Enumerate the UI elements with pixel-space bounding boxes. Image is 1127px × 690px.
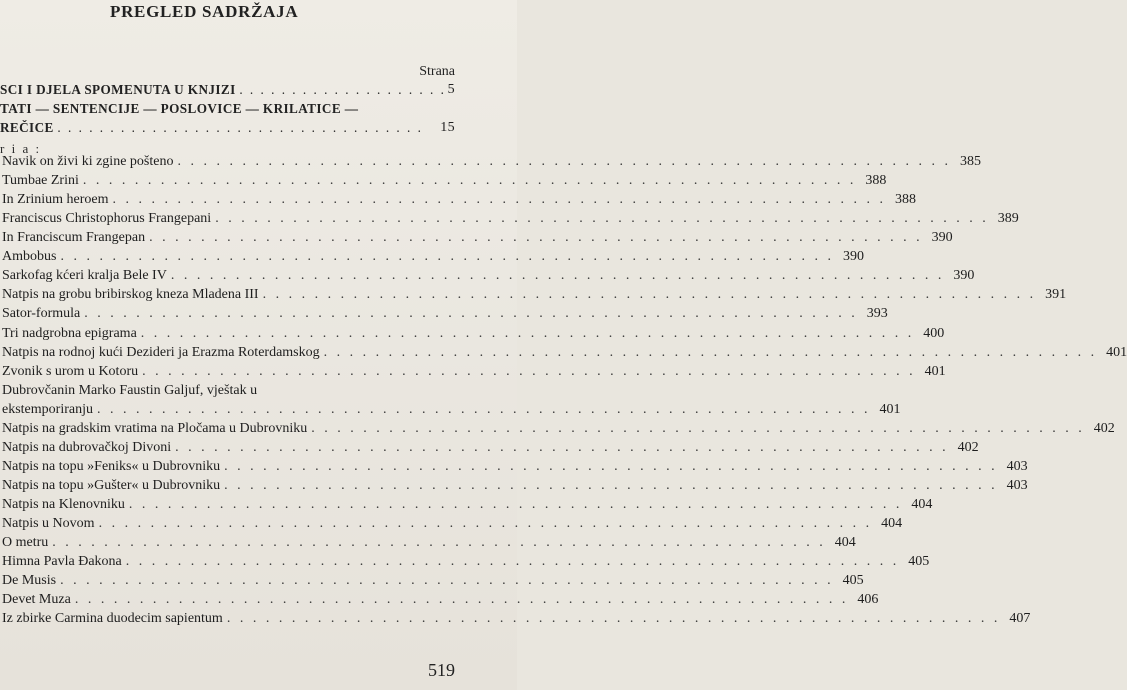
toc-entry-page: 403 <box>1006 458 1028 474</box>
toc-entry-title: Natpis na dubrovačkoj Divoni <box>2 439 172 455</box>
toc-entry-title: Navik on živi ki zgine pošteno <box>2 154 174 169</box>
toc-entry-title: O metru <box>2 535 49 550</box>
toc-entry <box>2 493 933 513</box>
dot-leader: . . . . . . . . . . . . . . . . . . . . . . . . . . . . . . . . . . . . . . . . . . . . . . . . . . . . . . . . . . . . <box>170 268 945 284</box>
dot-leader: . . . . . . . . . . . . . . . . . . . . . . . . . . . . . . . . . . . . . . . . . . . . . . . . . . . . . . . . . . . . <box>262 287 1037 303</box>
toc-entry-title: Natpis na Klenovniku <box>2 496 125 512</box>
toc-entry-title: Natpis na topu »Gušter« u Dubrovniku <box>2 477 221 493</box>
toc-entry <box>2 455 1028 475</box>
toc-entry-page: 388 <box>865 173 887 189</box>
toc-entry-page: 405 <box>908 554 930 569</box>
dot-leader: . . . . . . . . . . . . . . . . . . . . . . . . . . . . . . . . . . . . . . . . . . . . . . . . . . . . . . . . . . . . <box>52 535 826 550</box>
toc-entry-title: ekstemporiranju <box>2 401 93 417</box>
toc-entry-page: 401 <box>924 363 946 379</box>
toc-entry-title: Zvonik s urom u Kotoru <box>2 363 139 379</box>
toc-entry-page: 402 <box>1093 420 1115 436</box>
toc-entry-page: 390 <box>931 230 953 246</box>
toc-top-entry-text: SCI I DJELA SPOMENUTA U KNJIZI <box>0 82 236 97</box>
toc-entry <box>2 531 856 551</box>
toc-entry <box>2 188 917 208</box>
toc-entry-title: Dubrovčanin Marko Faustin Galjuf, vještak u <box>2 382 258 398</box>
toc-entry-title: Tri nadgrobna epigrama <box>2 325 137 341</box>
dot-leader: . . . . . . . . . . . . . . . . . . . . . . . . . . . . . . . . . . . . . . . . . . . . . . . . . . . . . . . . . . . . <box>149 230 923 246</box>
toc-entry <box>2 398 901 418</box>
toc-entry <box>2 379 457 399</box>
toc-entry <box>2 302 888 322</box>
toc-top-entry: REČICE . . . . . . . . . . . . . . . . . . . . . . . . . . . . . . . . . . . 15 <box>0 120 455 135</box>
toc-entry <box>2 322 945 342</box>
dot-leader: . . . . . . . . . . . . . . . . . . . . . . . . . . . . . . . . . . . . . . . . . . . . . . . . . . . . . . . . . . . . <box>140 325 915 341</box>
toc-entry <box>2 264 975 284</box>
toc-entry-title: Natpis na grobu bribirskog kneza Mladena III <box>2 287 259 303</box>
toc-entry-title: Natpis u Novom <box>2 515 95 531</box>
page-number: 519 <box>428 660 455 680</box>
toc-top-entry-text: TATI — SENTENCIJE — POSLOVICE — KRILATICE — <box>0 101 359 116</box>
section-sublabel: r i a : <box>0 141 42 156</box>
toc-entry <box>2 341 1127 361</box>
dot-leader: . . . . . . . . . . . . . . . . . . . . . . . . . . . . . . . . . . . . . . . . . . . . . . . . . . . . . . . . . . . . <box>224 458 998 474</box>
dot-leader: . . . . . . . . . . . . . . . . . . . . . . . . . . . . . . . . . . . . . . . . . . . . . . . . . . . . . . . . . . . . <box>175 439 949 455</box>
dot-leader: . . . . . . . . . . . . . . . . . . . . . . . . . . . . . . . . . . . . . . . . . . . . . . . . . . . . . . . . . . . . <box>60 249 834 265</box>
toc-entry-page: 390 <box>953 268 975 284</box>
toc-entry-page: 401 <box>879 401 901 417</box>
page-title: PREGLED SADRŽAJA <box>110 2 299 21</box>
toc-entry <box>2 417 1115 437</box>
toc-entry <box>2 607 1031 627</box>
page-column-label: Strana <box>419 64 455 79</box>
toc-entry <box>2 150 981 170</box>
toc-entry-title: Ambobus <box>2 249 57 265</box>
toc-entry-page: 401 <box>1106 344 1127 360</box>
toc-entry-page: 390 <box>842 249 864 265</box>
toc-entry <box>2 283 1067 303</box>
toc-entry-page: 404 <box>834 535 856 550</box>
toc-entry-page: 403 <box>1006 477 1028 493</box>
toc-top-entry <box>0 101 455 117</box>
toc-entry-title: De Musis <box>2 573 57 589</box>
dot-leader: . . . . . . . . . . . . . . . . . . . . . . . . . . . . . . . . . . . . . . . . . . . . . . . . . . . . . . . . . . . . <box>224 477 998 493</box>
toc-entry-page: 400 <box>923 325 945 341</box>
toc-entry <box>2 474 1028 494</box>
dot-leader: . . . . . . . . . . . . . . . . . . . . . . . . . . . . . . . . . . . . . . . . . . . . . . . . . . . . . . . . . . . . <box>177 154 951 169</box>
toc-entry <box>2 512 903 532</box>
toc-entry-page: 385 <box>959 154 981 169</box>
toc-entry-page: 389 <box>997 211 1019 227</box>
dot-leader: . . . . . . . . . . . . . . . . . . . . . . . . . . . . . . . . . . . . . . . . . . . . . . . . . . . . . . . . . . . . <box>98 515 873 531</box>
dot-leader: . . . . . . . . . . . . . . . . . . . . . . . . . . . . . . . . . . . . . . . . . . . . . . . . . . . . . . . . . . . . <box>74 592 849 608</box>
toc-entry <box>2 207 1019 227</box>
dot-leader: . . . . . . . . . . . . . . . . . . . . . . . . . . . . . . . . . . . . . . . . . . . . . . . . . . . . . . . . . . . . <box>128 496 903 512</box>
toc-entry <box>2 588 879 608</box>
toc-entry <box>2 245 864 265</box>
toc-top-entry-page: 5 <box>447 82 455 97</box>
toc-entry-page: 407 <box>1009 611 1031 627</box>
toc-entry <box>2 569 864 589</box>
toc-entry-page: 388 <box>895 192 917 208</box>
toc-entry-page: 393 <box>866 306 888 322</box>
toc-entry-title: In Franciscum Frangepan <box>2 230 146 246</box>
toc-entry-title: Sator-formula <box>2 306 81 322</box>
toc-entry <box>2 360 946 380</box>
toc-top-entry-page: 15 <box>440 120 455 135</box>
dot-leader: . . . . . . . . . . . . . . . . . . . . . . . . . . . . . . . . . . . . . . . . . . . . . . . . . . . . . . . . . . . . <box>215 211 989 227</box>
dot-leader: . . . . . . . . . . . . . . . . . . . . . . . . . . . . . . . . . . . . . . . . . . . . . . . . . . . . . . . . . . . . <box>82 173 857 189</box>
toc-entry-title: Iz zbirke Carmina duodecim sapientum <box>2 611 223 627</box>
toc-entry-title: Sarkofag kćeri kralja Bele IV <box>2 268 167 284</box>
toc-entry-page: 404 <box>911 496 933 512</box>
dot-leader: . . . . . . . . . . . . . . . . . . . . . . . . . . . . . . . . . . . . . . . . . . . . . . . . . . . . . . . . . . . . <box>96 401 871 417</box>
toc-entry-title: Himna Pavla Đakona <box>2 554 122 569</box>
toc-top-entry: SCI I DJELA SPOMENUTA U KNJIZI . . . . . . . . . . . . . . . . . . . . 5 <box>0 82 455 97</box>
toc-entry-page: 391 <box>1045 287 1067 303</box>
dot-leader: . . . . . . . . . . . . . . . . . . . . . . . . . . . . . . . . . . . . . . . . . . . . . . . . . . . . . . . . . . . . <box>142 363 916 379</box>
toc-entry <box>2 169 887 189</box>
dot-leader: . . . . . . . . . . . . . . . . . . . . . . . . . . . . . . . . . . . . . . . . . . . . . . . . . . . . . . . . . . . . <box>60 573 834 589</box>
toc-entry-title: Natpis na rodnoj kući Dezideri ja Erazma Roterdamskog <box>2 344 320 360</box>
toc-entry <box>2 550 930 570</box>
dot-leader: . . . . . . . . . . . . . . . . . . . . . . . . . . . . . . . . . . . . . . . . . . . . . . . . . . . . . . . . . . . . <box>323 344 1098 360</box>
toc-top-entry-text: REČICE <box>0 120 54 135</box>
dot-leader: . . . . . . . . . . . . . . . . . . . . . . . . . . . . . . . . . . . . . . . . . . . . . . . . . . . . . . . . . . . . <box>311 420 1085 436</box>
dot-leader: . . . . . . . . . . . . . . . . . . . . . . . . . . . . . . . . . . . . . . . . . . . . . . . . . . . . . . . . . . . . <box>125 554 900 569</box>
toc-entry-page: 406 <box>857 592 879 608</box>
toc-entry-title: Natpis na topu »Feniks« u Dubrovniku <box>2 458 221 474</box>
toc-entry-page: 404 <box>881 515 903 531</box>
toc-entry-title: In Zrinium heroem <box>2 192 109 208</box>
dot-leader: . . . . . . . . . . . . . . . . . . . . . . . . . . . . . . . . . . . . . . . . . . . . . . . . . . . . . . . . . . . . <box>112 192 887 208</box>
dot-leader: . . . . . . . . . . . . . . . . . . . . . . . . . . . . . . . . . . . . . . . . . . . . . . . . . . . . . . . . . . . . <box>226 611 1001 627</box>
toc-entry-page: 405 <box>842 573 864 589</box>
toc-entry-page: 402 <box>957 439 979 455</box>
toc-entry-title: Devet Muza <box>2 592 71 608</box>
toc-entry-title: Tumbae Zrini <box>2 173 79 189</box>
toc-entry-title: Natpis na gradskim vratima na Pločama u Dubrovniku <box>2 420 308 436</box>
toc-entry <box>2 226 953 246</box>
dot-leader: . . . . . . . . . . . . . . . . . . . . . . . . . . . . . . . . . . . . . . . . . . . . . . . . . . . . . . . . . . . . <box>84 306 858 322</box>
toc-entry-title: Franciscus Christophorus Frangepani <box>2 211 212 227</box>
toc-entry <box>2 436 979 456</box>
